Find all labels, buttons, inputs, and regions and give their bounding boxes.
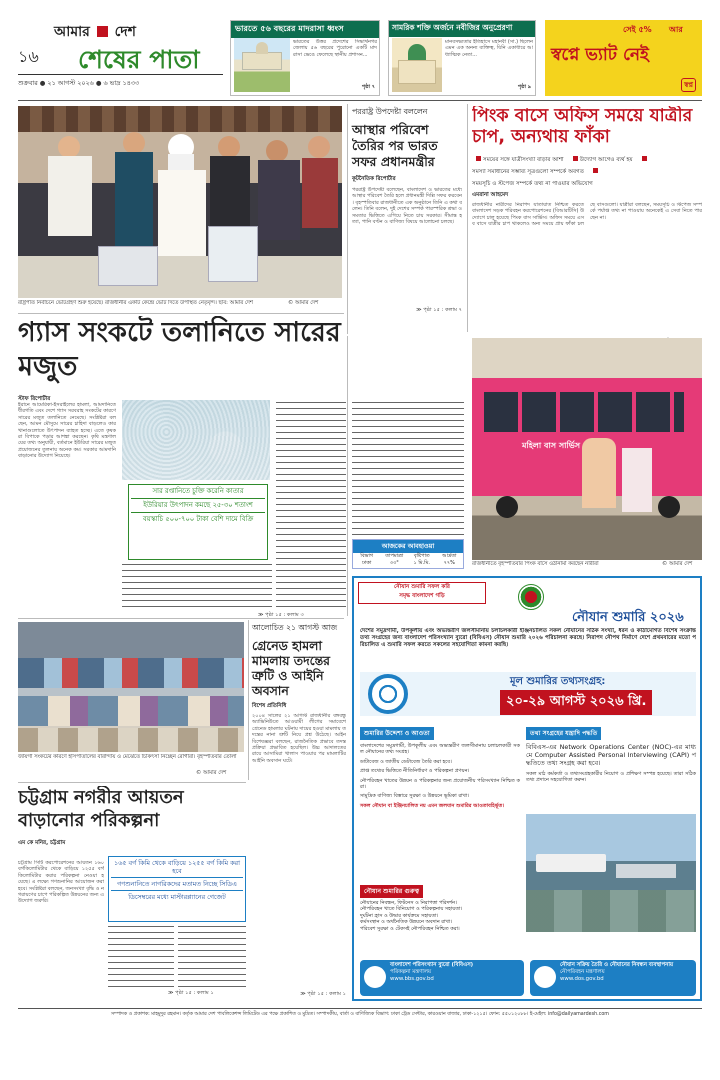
masthead-rule	[18, 74, 223, 75]
bullet: সময়সূচি ও স্টপেজ সম্পর্কে তথ্য না পাওয়ার অভিযোগ	[472, 181, 593, 187]
ctg-box	[108, 856, 246, 922]
gas-body-col-a: ইরানে আমেরিকা-ইসরাইলের হামলা, আমদানিতে ধীরগতি এবং দেশে গ্যাস সরবরাহ সংকটের কারণে সারের মজুত তলানিতে নেমেছে। সংশ্লিষ্টরা বলছেন, আমন মৌসুমে সারের চাহিদা বাড়লেও কারখানাগুলোতে উৎপাদন ব্যাহত হচ্ছে। এতে কৃষকরা বিপাকে পড়ার আশঙ্কা করছেন। কৃষি মন্ত্রণালয়ের তথ্য অনুযায়ী, বর্তমানে ইউরিয়া সারের মজুত প্রয়োজনের তুলনায় অনেক কম। সরকার আমদানি বাড়ানোর উদ্যোগ নিয়েছে।	[18, 402, 116, 460]
bus-photo-caption: রাজধানীতে বৃহস্পতিবার পিংক বাসে ওঠানামা করছেন নারীরা	[472, 561, 599, 567]
col-item: নৌপরিবহন খাতের উন্নয়ন ও পরিকল্পনার জন্য প্রয়োজনীয় পরিসংখ্যান নিশ্চিত করা।	[360, 777, 520, 791]
story-grenade[interactable]	[252, 622, 346, 1002]
byline: বিশেষ প্রতিনিধি	[252, 703, 287, 709]
hospital-credit: © আমার দেশ	[196, 770, 227, 776]
col-item: সকল মাঠ কর্মকর্তা ও তথ্যসংগ্রহকারীর নিয়োগ ও প্রশিক্ষণ সম্পন্ন হয়েছে। তারা সঠিক তথ্য প্রদানে সহযোগিতা করুন।	[526, 771, 696, 784]
lead-photo-credit: © আমার দেশ	[288, 300, 319, 306]
teaser-text: মানবসভ্যতার ইতিহাসে মহানবী (সা.) ছিলেন এমন এক অনন্য ব্যক্তিত্ব, যিনি একাধারে আধ্যাত্মিক নেতা...	[445, 39, 533, 58]
col-item: বিবিএস-এর Network Operations Center (NOC)-এর মাধ্যমে Computer Assisted Personal Interviewing (CAPI) পদ্ধতিতে তথ্য সংগ্রহ করা হবে।	[526, 743, 696, 767]
census-col3	[360, 878, 520, 950]
top-ad[interactable]	[545, 20, 702, 96]
story-bus[interactable]	[472, 106, 702, 338]
bullet-icon	[593, 168, 598, 173]
ctg-body: চট্টগ্রাম সিটি করপোরেশনের আয়তন ১৬০ বর্গকিলোমিটার থেকে বাড়িয়ে ১২৫৫ বর্গকিলোমিটার করার পরিকল্পনা নেওয়া হয়েছে। এ লক্ষ্যে গণশুনানির আয়োজন করা হবে। সংশ্লিষ্টরা বলছেন, জনসংখ্যা বৃদ্ধি ও নগরায়ণের চাপে পরিকল্পিত উন্নয়নের জন্য এ উদ্যোগ জরুরি।	[18, 860, 104, 905]
col-divider-4	[248, 620, 249, 780]
pull-item: বয়স্কাচি ৫০০-৭০০ টাকা বেশি দামে বিক্রি	[142, 515, 254, 523]
hospital-photo	[18, 622, 244, 752]
kicker: পররাষ্ট্র উপদেষ্টা বললেন	[352, 107, 428, 116]
census-title: নৌযান শুমারি ২০২৬	[572, 610, 684, 625]
story-body: ২০০৪ সালের ২১ আগস্ট রাজধানীর বঙ্গবন্ধু অ্যাভিনিউতে আওয়ামী লীগের সমাবেশে গ্রেনেড হামলার ঘটনায় দায়ের হওয়া মামলায় তদন্তের নানা ত্রুটি নিয়ে প্রশ্ন উঠেছে। আইন বিশেষজ্ঞরা বলছেন, রাজনৈতিক প্রভাবে তদন্ত প্রক্রিয়া প্রভাবিত হয়েছিল। উচ্চ আদালতের রায়ে আসামিরা খালাস পাওয়ার পর মামলাটির আইনি অবসান ঘটে।	[252, 713, 346, 764]
ad-logo: স্বপ্ন	[681, 78, 696, 92]
ad-line1-a: সেই ৫%	[623, 25, 652, 34]
fertilizer-photo	[122, 400, 270, 480]
bbs-logo-icon	[364, 966, 386, 988]
weather-box	[352, 539, 464, 569]
headline[interactable]: গ্যাস সংকটে তলানিতে সারের মজুত	[18, 317, 341, 382]
teaser-title: ভারতে ৫৬ বছরের মাদরাসা ধ্বংস	[231, 21, 379, 38]
ship-wheel-icon	[368, 674, 408, 714]
bus-photo-credit: © আমার দেশ	[662, 561, 693, 567]
jump-line[interactable]: ≫ পৃষ্ঠা ১৫ : কলাম ৭	[416, 307, 462, 313]
bullet-icon	[573, 156, 578, 161]
footer-right-url[interactable]: www.dos.gov.bd	[560, 976, 604, 982]
weather-header: বিভাগ	[360, 553, 374, 559]
gas-continued	[352, 402, 464, 536]
teaser-ref: পৃষ্ঠা ৭	[361, 84, 375, 90]
badge-line1: নৌযান শুমারি সফল করি	[394, 584, 450, 590]
story-body: রাজধানীর নারীদের নিরাপদ যাতায়াত নিশ্চিত করতে বাংলাদেশ সড়ক পরিবহন করপোরেশনের (বিআরটিসি) উদ্যোগে চালু হয়েছে পিংক বাস সার্ভিস। অফিস সময়ে এসব বাসে যাত্রীর চাপ থাকলেও অন্য সময়ে প্রায় ফাঁকা চলছে বাসগুলো। যাত্রীরা বলছেন, সময়সূচি ও স্টপেজ সম্পর্কে পর্যাপ্ত তথ্য না পাওয়ায় অনেকেই এ সেবা নিতে পারছেন না।	[472, 202, 702, 228]
col-divider-2	[467, 104, 468, 332]
story-advisor[interactable]	[352, 106, 462, 330]
col-title: তথ্য সংগ্রহের যন্ত্রাদি পদ্ধতি	[526, 727, 601, 740]
gas-body-col-c	[276, 402, 346, 610]
pull-item: সার রপ্তানিতে চুক্তি করেনি কাতার	[152, 487, 244, 495]
census-footer-left[interactable]	[360, 960, 524, 996]
boats-photo	[526, 814, 696, 932]
headline[interactable]: চট্টগ্রাম নগরীর আয়তন বাড়ানোর পরিকল্পনা	[18, 787, 184, 831]
gas-body-col-b	[122, 564, 272, 610]
section-divider	[18, 782, 246, 783]
bullet-icon	[642, 156, 647, 161]
col-item: বাংলাদেশের সমুদ্রগামী, উপকূলীয় এবং অভ্যন্তরীণ জলসীমানায় চলাচলকারী সকল নৌযানের তথ্য সংগ্রহ।	[360, 743, 520, 756]
footer-left-line1: বাংলাদেশ পরিসংখ্যান ব্যুরো (বিবিএস)	[390, 962, 474, 968]
census-intro: দেশের সমুদ্রগামী, উপকূলীয় এবং অভ্যন্তরীণ জলসীমানায় চলাচলকারী ইঞ্জিনচালিত সকল নৌযানের সঠিক সংখ্যা, ধরন ও কাঠামোগত বিশেষ সংক্রান্ত তথ্য সংগ্রহের জন্য বাংলাদেশ পরিসংখ্যান ব্যুরো (বিবিএস) নৌযান শুমারি ২০২৬ পরিচালনা করছে। নিরাপদ নৌপথ নির্মাণে দেশে প্রথমবারের মতো পরিচালিত এ শুমারি সফল করতে সকলের সহযোগিতা কামনা করছি।	[360, 628, 696, 648]
box-item: ডিসেম্বরের মধ্যে মাস্টারপ্ল্যানের গেজেট	[128, 893, 226, 901]
section-divider	[18, 618, 344, 619]
ctg-body-col-b	[108, 926, 174, 988]
col-item: কর্মসংস্থান ও অর্থনৈতিক উন্নয়নে অবদান রাখা।	[360, 919, 453, 926]
ad-line1-b: আর	[669, 25, 683, 34]
col-note: সকল নৌযান বা ইঞ্জিনচালিত নয় এমন জলযান শুমারির আওতাবহির্ভূত।	[360, 802, 505, 809]
census-footer-right[interactable]	[530, 960, 696, 996]
footer-left-line2: পরিকল্পনা মন্ত্রণালয়	[390, 969, 432, 975]
headline[interactable]: পিংক বাসে অফিস সময়ে যাত্রীর চাপ, অন্যথায় ফাঁকা	[472, 106, 693, 147]
ctg-jump-line[interactable]: ≫ পৃষ্ঠা ১৫ : কলাম ১	[168, 990, 214, 996]
bangladesh-emblem-icon	[518, 584, 544, 610]
gas-pull-box	[128, 484, 268, 560]
jump-line[interactable]: ≫ পৃষ্ঠা ১৫ : কলাম ১	[300, 991, 346, 997]
ctg-body-col-c	[178, 926, 246, 988]
weather-cell: ১ মি.মি.	[413, 560, 430, 566]
masthead	[18, 18, 223, 98]
col-divider-3	[347, 336, 348, 616]
pull-item: ইউরিয়ার উৎপাদন কমছে ২৫-৩০ শতাংশ	[143, 501, 253, 509]
period-label: মূল শুমারির তথ্যসংগ্রহ:	[510, 676, 606, 687]
census-badge	[358, 582, 486, 604]
bullet: সমস্যা সমাধানের সম্ভাব্য সূত্রগুলো সম্পর্কে অবগত	[472, 169, 584, 175]
brand-left: আমার	[54, 24, 90, 40]
weather-header: আর্দ্রতা	[442, 553, 457, 559]
section-title: শেষের পাতা	[78, 45, 200, 74]
kicker: আলোচিত ২১ আগস্ট আজ	[252, 623, 338, 632]
byline: এমরানা আহমেদ	[472, 192, 509, 198]
col-divider-1	[347, 104, 348, 334]
imprint: সম্পাদক ও প্রকাশক: মাহমুদুর রহমান। কর্তৃক আমার দেশ পাবলিকেশন্স লিমিটেড এর পক্ষে প্রকাশিত ও মুদ্রিত। সম্পাদকীয়, বার্তা ও বাণিজ্যিক বিভাগ: ঢাকা ট্রেড সেন্টার, কারওয়ান বাজার, ঢাকা-১২১৫। ফোন: ৫৫০১২০৮৮। ই-মেইল: info@dailyamardesh.com	[111, 1012, 609, 1017]
dos-logo-icon	[534, 966, 556, 988]
footer-right-line2: নৌপরিবহন মন্ত্রণালয়	[560, 969, 605, 975]
box-item: গণশুনানিতে নাগরিকদের মতামত নিচ্ছে সিডিএ	[117, 880, 237, 888]
teaser-ref: পৃষ্ঠা ৯	[517, 84, 531, 90]
weather-header: বৃষ্টিপাত	[413, 553, 430, 559]
teaser-box-2[interactable]	[388, 20, 536, 96]
teaser-text: ভারতের উত্তর প্রদেশের সিদ্ধার্থনগর জেলায় ৫৬ বছরের পুরোনো একটি মাদরাসা ভেঙে ফেলেছে স্থানীয় প্রশাসন...	[293, 39, 377, 58]
section-divider	[18, 313, 344, 314]
byline: কূটনৈতিক রিপোর্টার	[352, 176, 396, 182]
bus-label: মহিলা বাস সার্ভিস	[522, 441, 580, 450]
census-period-box	[360, 672, 696, 716]
bus-photo	[472, 338, 702, 560]
footer-left-url[interactable]: www.bbs.gov.bd	[390, 976, 434, 982]
col-item: দুর্ঘটনা হ্রাস ও উদ্ধার কার্যক্রমে সহায়তা।	[360, 912, 439, 919]
col-item: পরিবেশ সুরক্ষা ও টেকসই নৌপরিবহন নিশ্চিত করা।	[360, 925, 460, 932]
teaser-box-1[interactable]	[230, 20, 380, 96]
byline: এম কে মনির, চট্টগ্রাম	[18, 840, 66, 846]
story-body: পররাষ্ট্র উপদেষ্টা বলেছেন, বাংলাদেশ ও ভারতের মধ্যে আস্থার পরিবেশ তৈরি হলে প্রধানমন্ত্রী দিল্লি সফর করবেন। বৃহস্পতিবার রাজধানীতে এক অনুষ্ঠানে তিনি এ কথা বলেন। তিনি বলেন, দুই দেশের সম্পর্ক পারস্পরিক শ্রদ্ধা ও সমতার ভিত্তিতে এগিয়ে নিতে চায় সরকার। সীমান্ত হত্যা, পানি বণ্টন ও বাণিজ্য বিষয়ে আলোচনা চলছে।	[352, 187, 462, 226]
headline[interactable]: আস্থার পরিবেশ তৈরির পর ভারত সফর প্রধানমন্ত্রীর	[352, 122, 438, 169]
page-number: ১৬	[18, 47, 39, 66]
period-value: ২০-২৯ আগস্ট ২০২৬ খ্রি.	[500, 690, 652, 715]
headline[interactable]: গ্রেনেড হামলা মামলায় তদন্তের ত্রুটি ও আইনি অবসান	[252, 638, 330, 698]
teaser-photo	[234, 38, 290, 92]
brand-right: দেশ	[114, 24, 136, 40]
weather-cell: ৭৭%	[443, 560, 455, 566]
col-title: নৌযান শুমারির গুরুত্ব	[360, 885, 423, 898]
teaser-title: সামরিক শক্তি অর্জনে নবীজির অনুপ্রেরণা	[389, 21, 535, 37]
top-divider	[18, 100, 702, 101]
weather-title: আজকের আবহাওয়া	[353, 540, 463, 553]
lead-photo	[18, 106, 342, 298]
box-item: ১৬৫ বর্গ কিমি থেকে বাড়িয়ে ১২৫৫ বর্গ কিমি করা হবে	[114, 859, 240, 875]
col-title: শুমারির উদ্দেশ্য ও আওতা	[360, 727, 434, 740]
census-ad[interactable]	[352, 576, 702, 1001]
weather-cell: ৩৩°	[389, 560, 399, 566]
badge-line2: সমৃদ্ধ বাংলাদেশ গড়ি	[399, 593, 445, 599]
col-item: নৌপরিবহন খাতে বিনিয়োগ ও পরিকল্পনায় সহায়তা।	[360, 906, 463, 913]
dateline: শুক্রবার ● ২১ আগস্ট ২০২৬ ● ৬ ভাদ্র ১৪৩৩	[18, 79, 140, 87]
census-col2	[526, 720, 696, 810]
bullet: সময়ের সঙ্গে যাত্রীসংখ্যা বাড়ার আশা	[483, 157, 564, 163]
teaser-photo	[392, 38, 442, 92]
col-item: নৌযানের নিবন্ধন, ফিটনেস ও নিরাপত্তা পরিদর্শন।	[360, 900, 457, 906]
bus-bullets	[472, 152, 702, 188]
weather-header: তাপমাত্রা	[385, 553, 404, 559]
bullet: উদ্যোগ আগেও ব্যর্থ হয়	[579, 157, 633, 163]
gas-jump-line[interactable]: ≫ পৃষ্ঠা ১৫ : কলাম ৩	[258, 612, 304, 618]
col-item: প্রাপ্ত তথ্যের ভিত্তিতে নীতিনির্ধারণ ও পরিকল্পনা প্রণয়ন।	[360, 768, 470, 775]
col-item: ডাটাবেজ ও জাতীয় ডেটাবেজ তৈরি করা হবে।	[360, 758, 452, 765]
lead-photo-caption: রাষ্ট্রপতি নির্বাচনে ভোটগ্রহণ শুরু হয়েছে। রাজধানীর একটি কেন্দ্রে ভোট দিতে উপস্থিত নেতৃবৃন্দ। ছবি: আমার দেশ	[18, 300, 253, 306]
weather-cell: ঢাকা	[362, 560, 372, 566]
footer-right-line1: নৌযান সক্রিয় তৈরি ও নৌযানের নিবন্ধন ব্যবস্থাপনায়	[560, 962, 674, 968]
bullet-icon	[476, 156, 481, 161]
byline: স্টাফ রিপোর্টার	[18, 396, 51, 402]
brand-mark	[97, 26, 108, 37]
ad-line2: স্বপ্নে ভ্যাট নেই	[551, 45, 649, 65]
col-item: সামুদ্রিক বাণিজ্য বিস্তারে সুরক্ষা ও উন্নয়নে ভূমিকা রাখা।	[360, 793, 470, 800]
hospital-caption: জায়গা সংকটের কারণে হাসপাতালের বারান্দায় ও মেঝেতে চিকিৎসা নিচ্ছেন রোগীরা। বৃহস্পতিবার তোলা	[18, 754, 237, 760]
footer-rule	[18, 1008, 702, 1009]
